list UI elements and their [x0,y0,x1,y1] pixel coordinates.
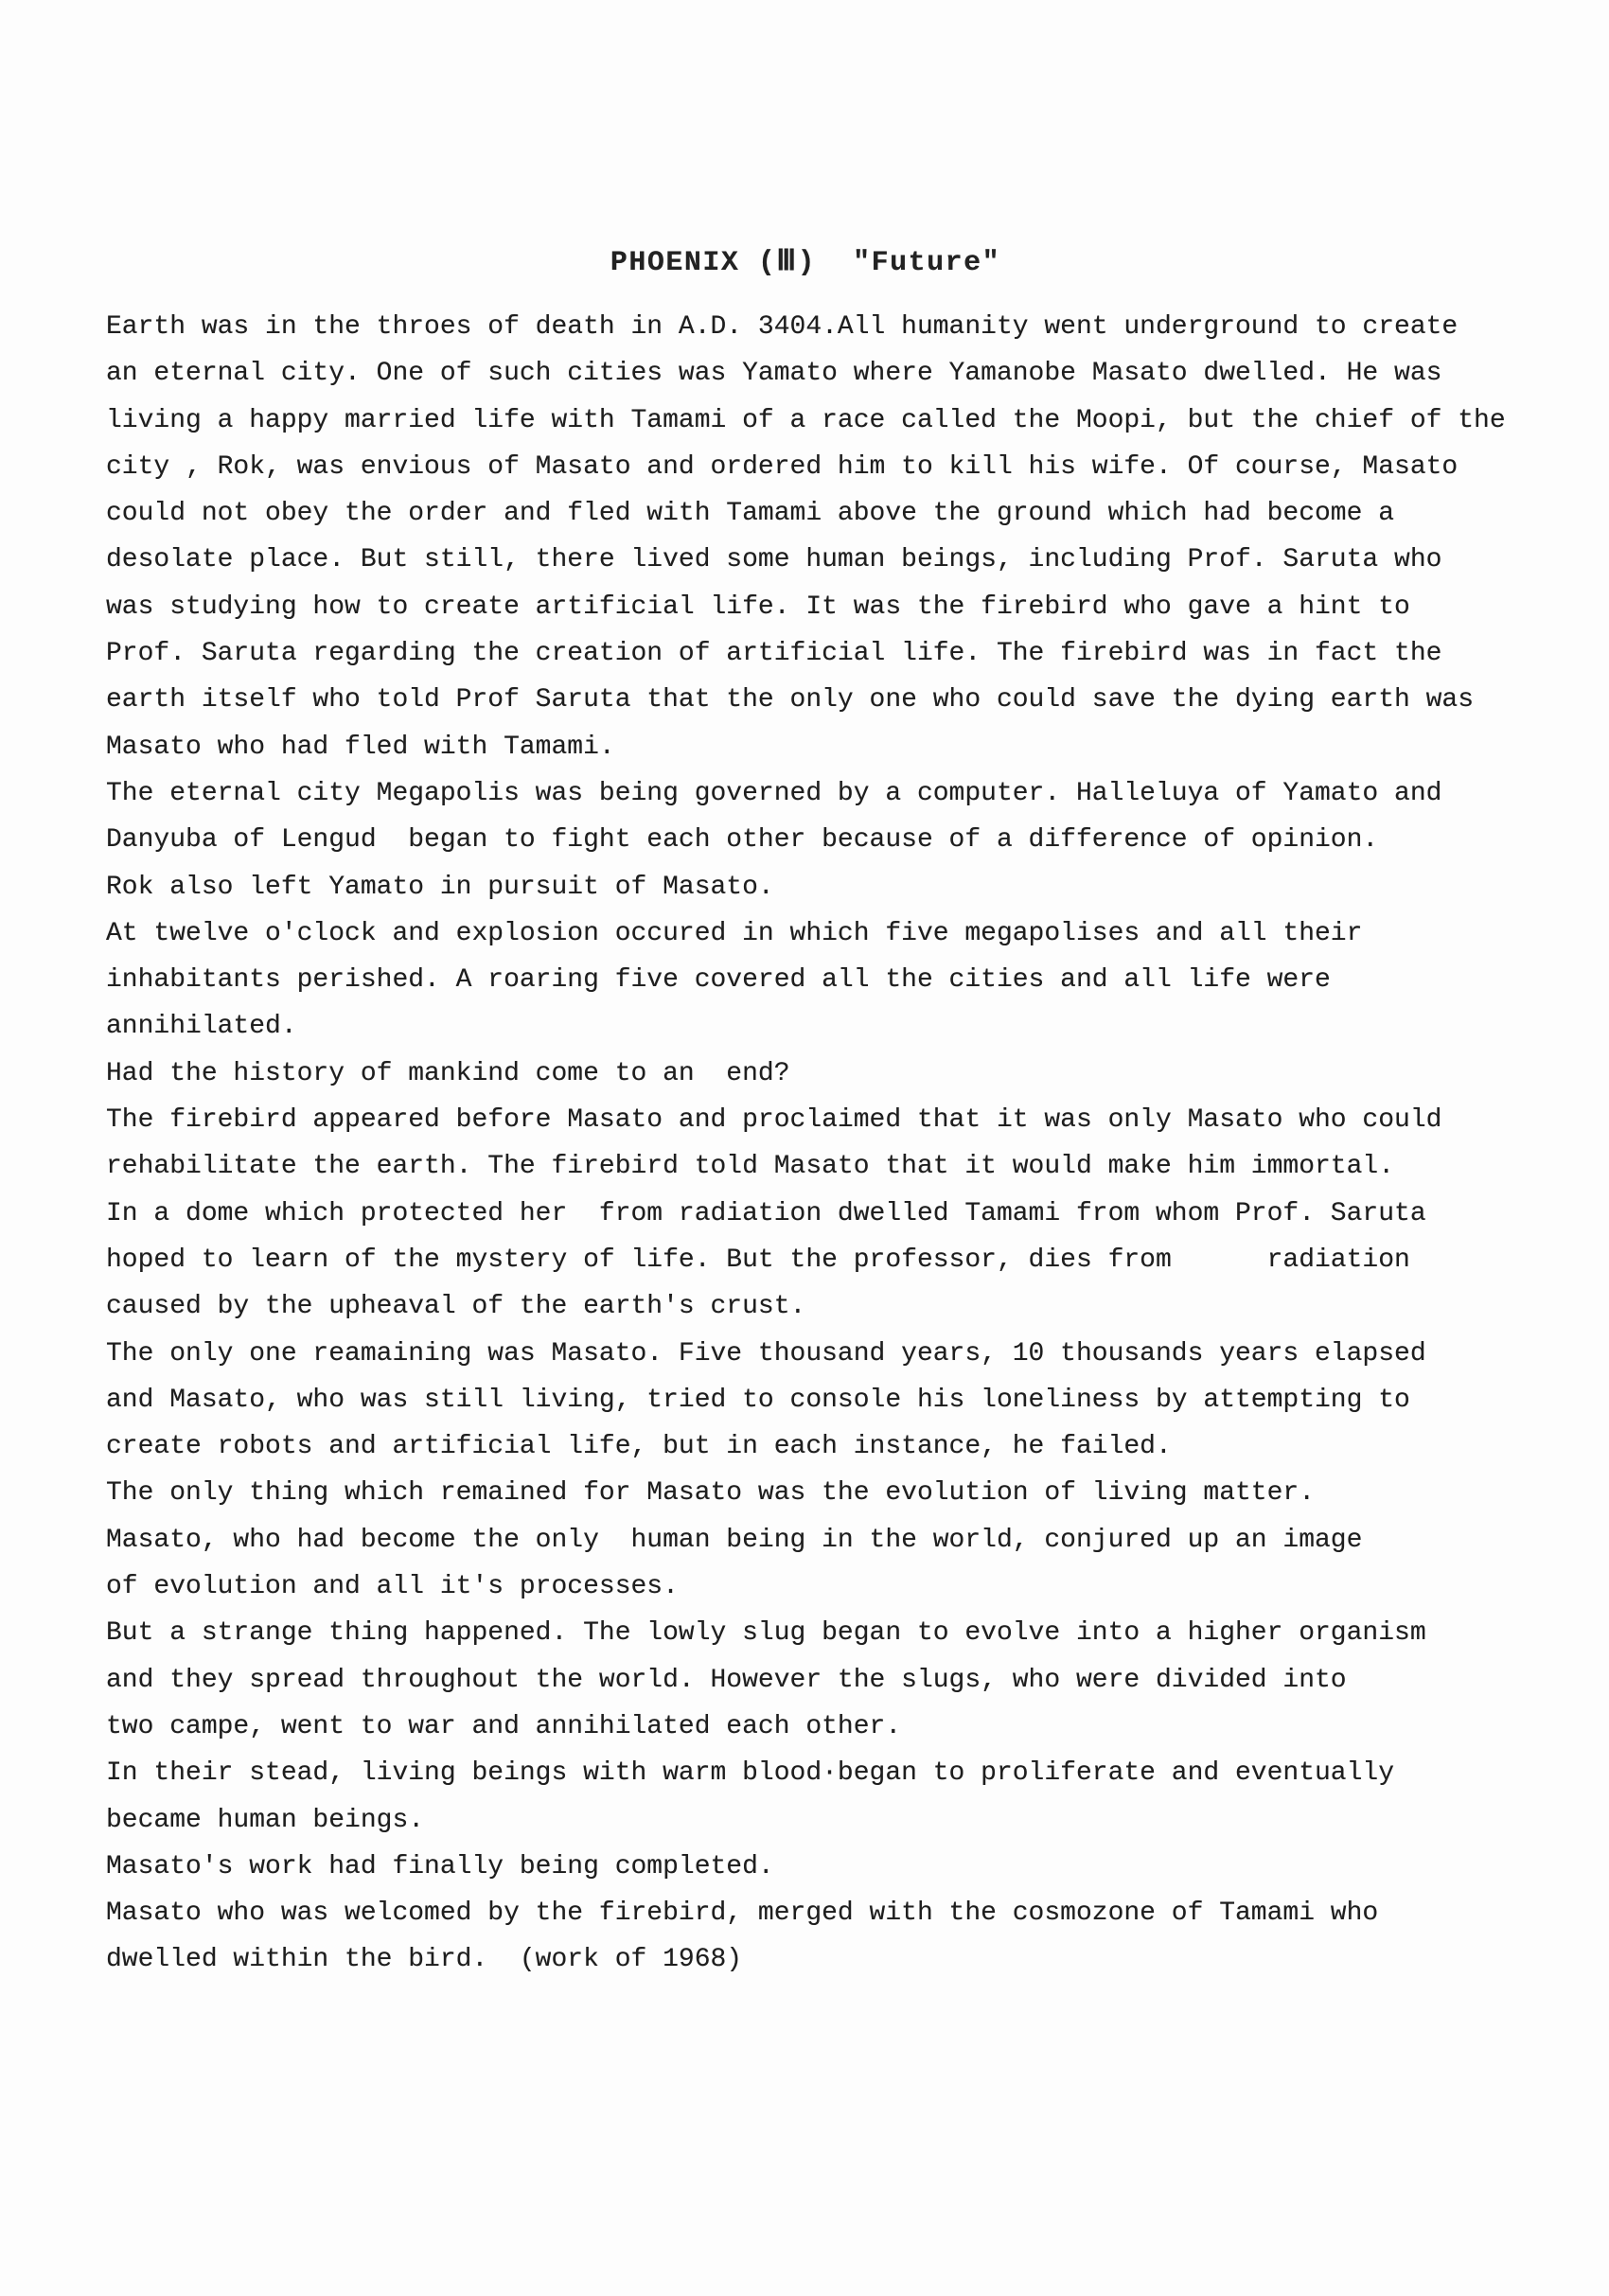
text-line: Rok also left Yamato in pursuit of Masato. [106,872,774,902]
text-line: became human beings. [106,1805,425,1835]
text-line: In a dome which protected her from radiation dwelled Tamami from whom Prof. Saruta [106,1198,1426,1228]
text-line: Earth was in the throes of death in A.D. 3404.All humanity went underground to create [106,312,1459,342]
text-line: inhabitants perished. A roaring five covered all the cities and all life were [106,965,1331,996]
text-line: earth itself who told Prof Saruta that the only one who could save the dying earth was [106,685,1475,715]
text-line: Masato, who had become the only human being in the world, conjured up an image [106,1525,1363,1555]
text-line: The only thing which remained for Masato was the evolution of living matter. [106,1478,1316,1509]
text-line: rehabilitate the earth. The firebird told Masato that it would make him immortal. [106,1152,1395,1182]
text-line: In their stead, living beings with warm blood·began to proliferate and eventually [106,1758,1395,1789]
text-line: The eternal city Megapolis was being governed by a computer. Halleluya of Yamato and [106,778,1442,808]
text-line: create robots and artificial life, but in each instance, he failed. [106,1432,1172,1462]
text-line: two campe, went to war and annihilated each other. [106,1711,902,1741]
text-line: was studying how to create artificial life. It was the firebird who gave a hint to [106,592,1410,622]
text-line: Masato who had fled with Tamami. [106,732,615,762]
text-line: The firebird appeared before Masato and proclaimed that it was only Masato who could [106,1105,1442,1136]
text-line: of evolution and all it's processes. [106,1572,679,1602]
text-line: city , Rok, was envious of Masato and ordered him to kill his wife. Of course, Masato [106,451,1459,482]
text-line: caused by the upheaval of the earth's crust. [106,1292,806,1322]
text-line: dwelled within the bird. (work of 1968) [106,1945,743,1975]
text-line: Danyuba of Lengud began to fight each other because of a difference of opinion. [106,825,1379,856]
text-line: Masato who was welcomed by the firebird, merged with the cosmozone of Tamami who [106,1899,1379,1929]
text-line: an eternal city. One of such cities was Yamato where Yamanobe Masato dwelled. He was [106,359,1442,389]
text-line: Masato's work had finally being completed. [106,1851,774,1881]
text-line: desolate place. But still, there lived some human beings, including Prof. Saruta who [106,545,1442,575]
text-line: The only one reamaining was Masato. Five thousand years, 10 thousands years elapsed [106,1338,1426,1369]
text-line: and Masato, who was still living, tried to console his loneliness by attempting to [106,1385,1410,1415]
text-line: But a strange thing happened. The lowly slug began to evolve into a higher organism [106,1618,1426,1649]
text-line: living a happy married life with Tamami of a race called the Moopi, but the chief of the [106,405,1506,435]
text-line: Had the history of mankind come to an end? [106,1058,790,1088]
document-title: PHOENIX (Ⅲ) "Future" [610,247,1001,279]
text-line: annihilated. [106,1012,297,1042]
document-body [106,304,1526,1984]
text-line: hoped to learn of the mystery of life. But the professor, dies from radiation [106,1245,1410,1275]
text-line: and they spread throughout the world. However the slugs, who were divided into [106,1665,1347,1695]
text-line: could not obey the order and fled with Tamami above the ground which had become a [106,499,1395,529]
text-line: At twelve o'clock and explosion occured in which five megapolises and all their [106,918,1363,948]
text-line: Prof. Saruta regarding the creation of artificial life. The firebird was in fact the [106,639,1442,669]
